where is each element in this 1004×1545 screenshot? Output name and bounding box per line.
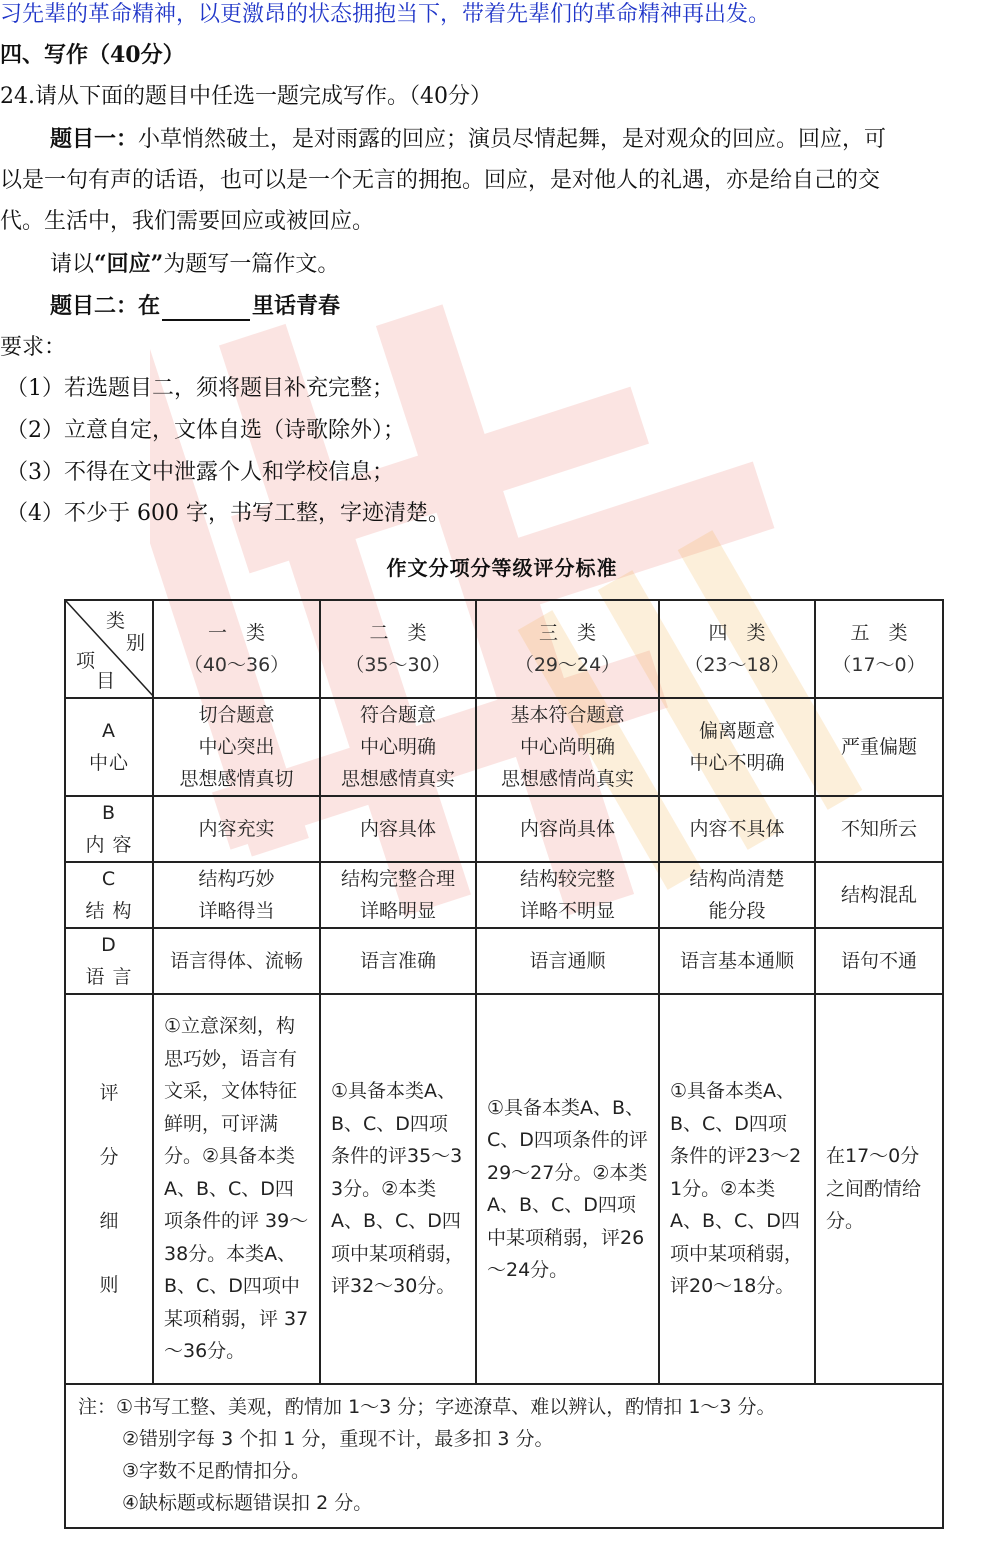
category-name: 二 类 — [369, 622, 427, 644]
criteria-row — [65, 796, 943, 862]
scoring-detail-row — [65, 994, 943, 1384]
continued-paragraph-line: 习先辈的革命精神，以更激昂的状态拥抱当下，带着先辈们的革命精神再出发。 — [0, 2, 771, 27]
section-heading: 四、写作（40分） — [0, 42, 185, 68]
category-range: （23～18） — [684, 654, 790, 676]
criteria-code: A — [102, 720, 116, 742]
criteria-name: 结 构 — [85, 900, 133, 922]
note-line: ③字数不足酌情扣分。 — [122, 1460, 311, 1482]
criteria-cell: 结构巧妙 详略得当 — [153, 862, 320, 928]
scoring-detail-header: 评 分 细 则 — [65, 994, 153, 1384]
requirements-label: 要求： — [0, 335, 67, 360]
requirement-item: （2）立意自定，文体自选（诗歌除外）； — [6, 418, 405, 443]
criteria-cell: 切合题意 中心突出 思想感情真切 — [153, 698, 320, 796]
topic1-instruction — [50, 249, 339, 280]
scoring-detail-cell: 在17～0分之间酌情给分。 — [815, 994, 943, 1384]
criteria-cell: 严重偏题 — [815, 698, 943, 796]
scoring-detail-cell: ①具备本类A、B、C、D四项条件的评35～33分。②本类A、B、C、D四项中某项稍弱，评32～30分。 — [320, 994, 476, 1384]
topic1-label: 题目一： — [50, 126, 139, 152]
criteria-row-header — [65, 796, 153, 862]
criteria-cell: 内容尚具体 — [476, 796, 659, 862]
criteria-code: B — [101, 802, 117, 824]
category-header — [815, 600, 943, 698]
rubric-header-row — [65, 600, 943, 698]
note-line: ④缺标题或标题错误扣 2 分。 — [122, 1492, 373, 1514]
criteria-cell: 内容不具体 — [659, 796, 815, 862]
criteria-cell: 语言通顺 — [476, 928, 659, 994]
criteria-code: D — [101, 934, 117, 956]
question-prompt: 24.请从下面的题目中任选一题完成写作。（40分） — [0, 84, 492, 109]
topic2-pre: 在 — [138, 293, 161, 319]
corner-top-label: 类 — [106, 610, 126, 632]
criteria-cell: 内容充实 — [153, 796, 320, 862]
criteria-row-header — [65, 928, 153, 994]
criteria-cell: 偏离题意 中心不明确 — [659, 698, 815, 796]
note-line: ②错别字每 3 个扣 1 分，重现不计，最多扣 3 分。 — [122, 1428, 554, 1450]
criteria-cell: 基本符合题意 中心尚明确 思想感情尚真实 — [476, 698, 659, 796]
topic1-line-1 — [50, 124, 886, 155]
category-header — [659, 600, 815, 698]
criteria-cell: 语言基本通顺 — [659, 928, 815, 994]
rubric-table — [64, 599, 944, 1529]
category-name: 四 类 — [708, 622, 766, 644]
criteria-name: 语 言 — [85, 966, 133, 988]
criteria-cell: 结构完整合理 详略明显 — [320, 862, 476, 928]
requirement-item: （1）若选题目二，须将题目补充完整； — [6, 376, 394, 401]
topic1-line-3: 代。生活中，我们需要回应或被回应。 — [0, 209, 375, 234]
topic1-title: “回应” — [94, 251, 164, 277]
criteria-code: C — [101, 868, 117, 890]
scoring-detail-cell: ①具备本类A、B、C、D四项条件的评 29～27分。②本类A、B、C、D四项中某项稍弱，评26～24分。 — [476, 994, 659, 1384]
criteria-cell: 语句不通 — [815, 928, 943, 994]
corner-bottom-label-2: 目 — [96, 670, 116, 692]
criteria-cell: 内容具体 — [320, 796, 476, 862]
requirement-item: （3）不得在文中泄露个人和学校信息； — [6, 460, 394, 485]
criteria-row-header — [65, 862, 153, 928]
notes-cell — [65, 1384, 943, 1528]
topic1-line-2: 以是一句有声的话语，也可以是一个无言的拥抱。回应，是对他人的礼遇，亦是给自己的交 — [0, 168, 881, 193]
topic2-line — [50, 291, 340, 321]
topic1-text-1: 小草悄然破土，是对雨露的回应；演员尽情起舞，是对观众的回应。回应，可 — [138, 127, 887, 152]
category-name: 三 类 — [538, 622, 596, 644]
category-range: （17～0） — [832, 654, 926, 676]
scoring-detail-cell: ①具备本类A、B、C、D四项条件的评23～21分。②本类A、B、C、D四项中某项稍弱，评20～18分。 — [659, 994, 815, 1384]
category-header — [476, 600, 659, 698]
rubric-title: 作文分项分等级评分标准 — [386, 556, 618, 580]
criteria-cell: 结构较完整 详略不明显 — [476, 862, 659, 928]
category-range: （40～36） — [183, 654, 290, 676]
category-header — [153, 600, 320, 698]
criteria-cell: 结构尚清楚 能分段 — [659, 862, 815, 928]
criteria-name: 中心 — [88, 752, 129, 774]
criteria-row-header — [65, 698, 153, 796]
category-name: 五 类 — [850, 622, 908, 644]
criteria-cell: 符合题意 中心明确 思想感情真实 — [320, 698, 476, 796]
topic2-post: 里话青春 — [252, 293, 341, 319]
category-range: （29～24） — [514, 654, 621, 676]
scoring-detail-cell: ①立意深刻，构思巧妙，语言有文采，文体特征鲜明，可评满分。②具备本类A、B、C、D四项条件的评 39～38分。本类A、B、C、D四项中某项稍弱，评 37～36分。 — [153, 994, 320, 1384]
topic2-label: 题目二： — [50, 293, 139, 319]
topic1-instruction-pre: 请以 — [50, 252, 95, 277]
topic2-blank — [162, 297, 250, 321]
criteria-rows — [65, 698, 943, 994]
criteria-row — [65, 928, 943, 994]
criteria-cell: 语言得体、流畅 — [153, 928, 320, 994]
corner-bottom-label: 项 — [76, 650, 96, 672]
requirement-item: （4）不少于 600 字，书写工整，字迹清楚。 — [6, 501, 450, 526]
topic1-instruction-post: 为题写一篇作文。 — [163, 252, 340, 277]
category-header — [320, 600, 476, 698]
criteria-cell: 不知所云 — [815, 796, 943, 862]
corner-top-label-2: 别 — [126, 632, 146, 654]
note-line: 注：①书写工整、美观，酌情加 1～3 分；字迹潦草、难以辨认，酌情扣 1～3 分。 — [78, 1396, 776, 1418]
criteria-cell: 结构混乱 — [815, 862, 943, 928]
notes-row — [65, 1384, 943, 1528]
category-range: （35～30） — [345, 654, 451, 676]
criteria-row — [65, 698, 943, 796]
criteria-name: 内 容 — [85, 834, 133, 856]
category-name: 一 类 — [207, 622, 265, 644]
criteria-cell: 语言准确 — [320, 928, 476, 994]
corner-header-cell — [65, 600, 153, 698]
criteria-row — [65, 862, 943, 928]
